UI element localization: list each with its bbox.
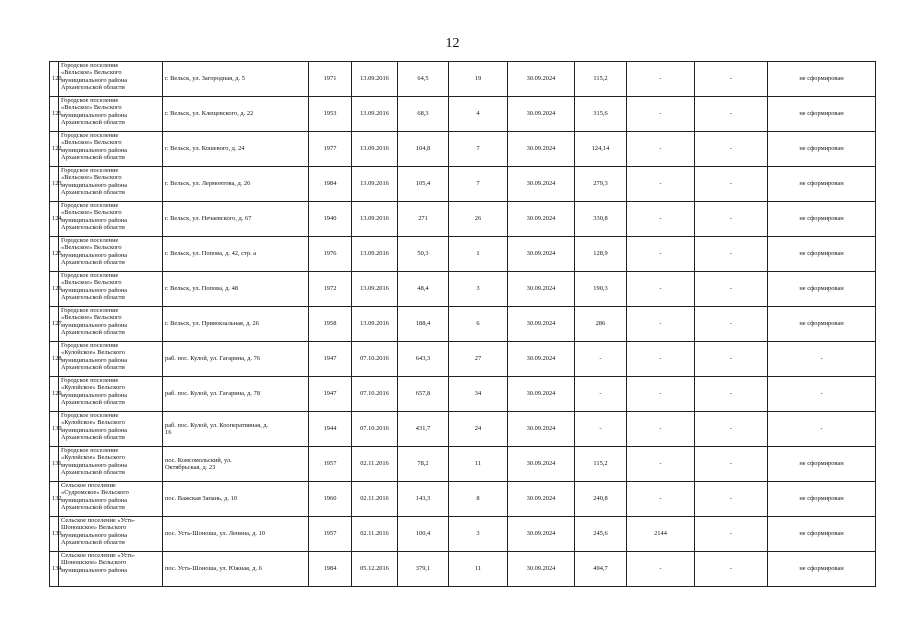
status-cell: не сформирован	[768, 97, 876, 132]
address-cell: раб. пос. Кулой, ул. Кооперативная, д. 16	[163, 412, 309, 447]
new-area-cell: 279,3	[575, 167, 627, 202]
recognition-date-cell: 02.11.2016	[352, 517, 398, 552]
recognition-date-cell: 13.09.2016	[352, 237, 398, 272]
recognition-date-cell: 13.09.2016	[352, 272, 398, 307]
construction-year-cell: 1984	[309, 167, 352, 202]
extra-cell: -	[695, 552, 768, 587]
address-cell: г. Вельск, ул. Попова, д. 48	[163, 272, 309, 307]
amount-cell: 2144	[627, 517, 695, 552]
table-row	[50, 307, 876, 342]
amount-cell: -	[627, 377, 695, 412]
new-area-cell: 115,2	[575, 447, 627, 482]
recognition-date-cell: 07.10.2016	[352, 412, 398, 447]
amount-cell: -	[627, 307, 695, 342]
construction-year-cell: 1940	[309, 202, 352, 237]
status-cell: -	[768, 412, 876, 447]
new-area-cell: 240,8	[575, 482, 627, 517]
row-number-cell: 132	[50, 482, 59, 517]
address-cell: г. Вельск, ул. Попова, д. 42, стр. а	[163, 237, 309, 272]
status-cell: не сформирован	[768, 237, 876, 272]
extra-cell: -	[695, 97, 768, 132]
extra-cell: -	[695, 412, 768, 447]
new-area-cell: 115,2	[575, 62, 627, 97]
status-cell: не сформирован	[768, 62, 876, 97]
area-cell: 643,3	[398, 342, 449, 377]
construction-year-cell: 1977	[309, 132, 352, 167]
address-cell: пос. Усть-Шоноша, ул. Южная, д. 6	[163, 552, 309, 587]
recognition-date-cell: 13.09.2016	[352, 202, 398, 237]
residents-cell: 24	[449, 412, 508, 447]
address-cell: г. Вельск, ул. Привокзальная, д. 26	[163, 307, 309, 342]
deadline-cell: 30.09.2024	[508, 307, 575, 342]
deadline-cell: 30.09.2024	[508, 412, 575, 447]
recognition-date-cell: 07.10.2016	[352, 342, 398, 377]
area-cell: 64,5	[398, 62, 449, 97]
deadline-cell: 30.09.2024	[508, 237, 575, 272]
new-area-cell: 128,9	[575, 237, 627, 272]
construction-year-cell: 1944	[309, 412, 352, 447]
table-row	[50, 517, 876, 552]
extra-cell: -	[695, 377, 768, 412]
amount-cell: -	[627, 237, 695, 272]
settlement-cell: Городское поселение «Вельское» Вельского муниципального района Архангельской области	[59, 272, 163, 307]
address-cell: г. Вельск, ул. Кошевого, д. 24	[163, 132, 309, 167]
extra-cell: -	[695, 272, 768, 307]
recognition-date-cell: 13.09.2016	[352, 62, 398, 97]
deadline-cell: 30.09.2024	[508, 202, 575, 237]
status-cell: не сформирован	[768, 552, 876, 587]
settlement-cell: Городское поселение «Вельское» Вельского муниципального района Архангельской области	[59, 167, 163, 202]
amount-cell: -	[627, 342, 695, 377]
residents-cell: 26	[449, 202, 508, 237]
area-cell: 104,8	[398, 132, 449, 167]
row-number-cell: 130	[50, 412, 59, 447]
amount-cell: -	[627, 202, 695, 237]
table-row	[50, 237, 876, 272]
residents-cell: 3	[449, 517, 508, 552]
address-cell: г. Вельск, ул. Клещевского, д. 22	[163, 97, 309, 132]
recognition-date-cell: 13.09.2016	[352, 307, 398, 342]
new-area-cell: 286	[575, 307, 627, 342]
row-number-cell: 128	[50, 342, 59, 377]
extra-cell: -	[695, 517, 768, 552]
recognition-date-cell: 13.09.2016	[352, 97, 398, 132]
settlement-cell: Городское поселение «Вельское» Вельского муниципального района Архангельской области	[59, 62, 163, 97]
construction-year-cell: 1971	[309, 62, 352, 97]
new-area-cell: 124,14	[575, 132, 627, 167]
recognition-date-cell: 13.09.2016	[352, 167, 398, 202]
deadline-cell: 30.09.2024	[508, 132, 575, 167]
area-cell: 431,7	[398, 412, 449, 447]
recognition-date-cell: 02.11.2016	[352, 447, 398, 482]
row-number-cell: 120	[50, 62, 59, 97]
row-number-cell: 129	[50, 377, 59, 412]
new-area-cell: -	[575, 377, 627, 412]
construction-year-cell: 1957	[309, 447, 352, 482]
deadline-cell: 30.09.2024	[508, 552, 575, 587]
status-cell: не сформирован	[768, 517, 876, 552]
deadline-cell: 30.09.2024	[508, 447, 575, 482]
extra-cell: -	[695, 482, 768, 517]
status-cell: -	[768, 342, 876, 377]
status-cell: не сформирован	[768, 272, 876, 307]
settlement-cell: Сельское поселение «Судромское» Вельского муниципального района Архангельской области	[59, 482, 163, 517]
residents-cell: 27	[449, 342, 508, 377]
settlement-cell: Городское поселение «Кулойское» Вельского муниципального района Архангельской области	[59, 412, 163, 447]
table-row	[50, 412, 876, 447]
deadline-cell: 30.09.2024	[508, 482, 575, 517]
row-number-cell: 134	[50, 552, 59, 587]
amount-cell: -	[627, 62, 695, 97]
settlement-cell: Городское поселение «Кулойское» Вельского муниципального района Архангельской области	[59, 447, 163, 482]
area-cell: 68,3	[398, 97, 449, 132]
new-area-cell: -	[575, 412, 627, 447]
address-cell: раб. пос. Кулой, ул. Гагарина, д. 78	[163, 377, 309, 412]
status-cell: не сформирован	[768, 307, 876, 342]
area-cell: 78,2	[398, 447, 449, 482]
settlement-cell: Сельское поселение «Усть- Шоношское» Вельского муниципального района	[59, 552, 163, 587]
address-cell: пос. Усть-Шоноша, ул. Ленина, д. 10	[163, 517, 309, 552]
new-area-cell: 494,7	[575, 552, 627, 587]
residents-cell: 11	[449, 552, 508, 587]
row-number-cell: 123	[50, 167, 59, 202]
area-cell: 143,3	[398, 482, 449, 517]
residents-cell: 3	[449, 272, 508, 307]
area-cell: 48,4	[398, 272, 449, 307]
status-cell: не сформирован	[768, 482, 876, 517]
deadline-cell: 30.09.2024	[508, 517, 575, 552]
row-number-cell: 124	[50, 202, 59, 237]
deadline-cell: 30.09.2024	[508, 167, 575, 202]
table-row	[50, 482, 876, 517]
amount-cell: -	[627, 272, 695, 307]
row-number-cell: 121	[50, 97, 59, 132]
residents-cell: 1	[449, 237, 508, 272]
construction-year-cell: 1976	[309, 237, 352, 272]
address-cell: г. Вельск, ул. Загородная, д. 5	[163, 62, 309, 97]
recognition-date-cell: 07.10.2016	[352, 377, 398, 412]
status-cell: не сформирован	[768, 167, 876, 202]
residents-cell: 4	[449, 97, 508, 132]
settlement-cell: Городское поселение «Кулойское» Вельского муниципального района Архангельской области	[59, 342, 163, 377]
area-cell: 657,8	[398, 377, 449, 412]
deadline-cell: 30.09.2024	[508, 62, 575, 97]
table-row	[50, 97, 876, 132]
amount-cell: -	[627, 482, 695, 517]
row-number-cell: 125	[50, 237, 59, 272]
extra-cell: -	[695, 342, 768, 377]
page-number: 12	[445, 36, 460, 51]
table-row	[50, 552, 876, 587]
residents-cell: 19	[449, 62, 508, 97]
construction-year-cell: 1972	[309, 272, 352, 307]
residents-cell: 8	[449, 482, 508, 517]
new-area-cell: 315,6	[575, 97, 627, 132]
deadline-cell: 30.09.2024	[508, 377, 575, 412]
new-area-cell: 330,8	[575, 202, 627, 237]
recognition-date-cell: 02.11.2016	[352, 482, 398, 517]
amount-cell: -	[627, 412, 695, 447]
area-cell: 50,3	[398, 237, 449, 272]
settlement-cell: Городское поселение «Вельское» Вельского муниципального района Архангельской области	[59, 237, 163, 272]
residents-cell: 6	[449, 307, 508, 342]
housing-registry-table	[49, 61, 876, 587]
settlement-cell: Городское поселение «Вельское» Вельского муниципального района Архангельской области	[59, 202, 163, 237]
address-cell: пос. Важская Запань, д. 10	[163, 482, 309, 517]
address-cell: г. Вельск, ул. Лермонтова, д. 26	[163, 167, 309, 202]
settlement-cell: Сельское поселение «Усть- Шоношское» Вельского муниципального района Архангельской области	[59, 517, 163, 552]
area-cell: 105,4	[398, 167, 449, 202]
area-cell: 271	[398, 202, 449, 237]
settlement-cell: Городское поселение «Кулойское» Вельского муниципального района Архангельской области	[59, 377, 163, 412]
table-row	[50, 377, 876, 412]
deadline-cell: 30.09.2024	[508, 97, 575, 132]
extra-cell: -	[695, 167, 768, 202]
table-row	[50, 62, 876, 97]
recognition-date-cell: 05.12.2016	[352, 552, 398, 587]
construction-year-cell: 1947	[309, 342, 352, 377]
address-cell: раб. пос. Кулой, ул. Гагарина, д. 76	[163, 342, 309, 377]
area-cell: 379,1	[398, 552, 449, 587]
deadline-cell: 30.09.2024	[508, 342, 575, 377]
address-cell: пос. Комсомольский, ул. Октябрьская, д. 23	[163, 447, 309, 482]
amount-cell: -	[627, 97, 695, 132]
extra-cell: -	[695, 447, 768, 482]
area-cell: 100,4	[398, 517, 449, 552]
construction-year-cell: 1984	[309, 552, 352, 587]
new-area-cell: 245,6	[575, 517, 627, 552]
residents-cell: 34	[449, 377, 508, 412]
table-row	[50, 342, 876, 377]
amount-cell: -	[627, 447, 695, 482]
residents-cell: 7	[449, 132, 508, 167]
table-row	[50, 132, 876, 167]
table-row	[50, 272, 876, 307]
amount-cell: -	[627, 132, 695, 167]
construction-year-cell: 1953	[309, 97, 352, 132]
address-cell: г. Вельск, ул. Нечаевского, д. 67	[163, 202, 309, 237]
construction-year-cell: 1957	[309, 517, 352, 552]
settlement-cell: Городское поселение «Вельское» Вельского муниципального района Архангельской области	[59, 307, 163, 342]
settlement-cell: Городское поселение «Вельское» Вельского муниципального района Архангельской области	[59, 97, 163, 132]
construction-year-cell: 1947	[309, 377, 352, 412]
new-area-cell: -	[575, 342, 627, 377]
extra-cell: -	[695, 62, 768, 97]
extra-cell: -	[695, 132, 768, 167]
residents-cell: 11	[449, 447, 508, 482]
recognition-date-cell: 13.09.2016	[352, 132, 398, 167]
amount-cell: -	[627, 167, 695, 202]
new-area-cell: 190,3	[575, 272, 627, 307]
construction-year-cell: 1958	[309, 307, 352, 342]
amount-cell: -	[627, 552, 695, 587]
status-cell: не сформирован	[768, 447, 876, 482]
row-number-cell: 133	[50, 517, 59, 552]
residents-cell: 7	[449, 167, 508, 202]
row-number-cell: 122	[50, 132, 59, 167]
table-row	[50, 167, 876, 202]
area-cell: 188,4	[398, 307, 449, 342]
table-row	[50, 202, 876, 237]
extra-cell: -	[695, 237, 768, 272]
status-cell: не сформирован	[768, 132, 876, 167]
status-cell: не сформирован	[768, 202, 876, 237]
row-number-cell: 127	[50, 307, 59, 342]
deadline-cell: 30.09.2024	[508, 272, 575, 307]
construction-year-cell: 1960	[309, 482, 352, 517]
settlement-cell: Городское поселение «Вельское» Вельского муниципального района Архангельской области	[59, 132, 163, 167]
extra-cell: -	[695, 202, 768, 237]
row-number-cell: 131	[50, 447, 59, 482]
status-cell: -	[768, 377, 876, 412]
row-number-cell: 126	[50, 272, 59, 307]
extra-cell: -	[695, 307, 768, 342]
table-row	[50, 447, 876, 482]
